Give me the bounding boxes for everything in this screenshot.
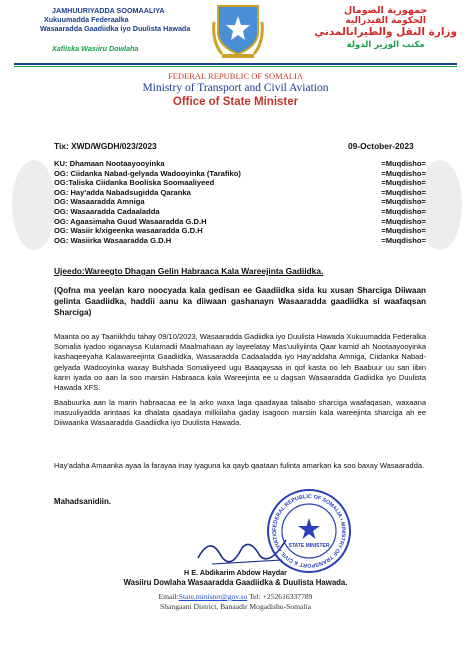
- recipient-place: =Muqdisho=: [381, 159, 426, 168]
- recipient-place: =Muqdisho=: [381, 168, 426, 178]
- arabic-header-line-3: وزارة النقل والطيرانالمدني: [314, 26, 457, 38]
- recipient-row: [54, 197, 426, 207]
- somalia-coat-of-arms-emblem: [212, 2, 264, 60]
- email-link[interactable]: State.minister@gov.so: [178, 592, 248, 601]
- somali-header: [40, 6, 190, 34]
- recipient-name: OG:Taliska Ciidanka Booliska Soomaaliyeed: [54, 178, 215, 188]
- recipient-place: =Muqdisho=: [381, 206, 426, 216]
- recipient-name: KU: Dhamaan Nootaayooyinka: [54, 159, 165, 168]
- header-divider-blue: [14, 63, 457, 65]
- recipient-list: [54, 159, 426, 245]
- recipient-place: =Muqdisho=: [381, 178, 426, 188]
- header-divider-green: [14, 66, 457, 67]
- recipient-row: [54, 217, 426, 227]
- arabic-header: [314, 5, 457, 50]
- letter-subject: Ujeedo:Wareegto Dhagan Gelin Habraaca Kala Wareejinta Gadiidka.: [54, 266, 324, 276]
- recipient-row: [54, 236, 426, 246]
- reference-number: Tix: XWD/WGDH/023/2023: [54, 141, 157, 151]
- recipient-name: OG: Wasaaradda Amniga: [54, 197, 145, 207]
- recipient-name: OG: Ciidanka Nabad-gelyada Wadooyinka (Tarafiko): [54, 168, 241, 178]
- recipient-row: [54, 226, 426, 236]
- recipient-place: =Muqdisho=: [381, 197, 426, 207]
- recipient-row: [54, 159, 426, 169]
- signatory-title: Wasiiru Dowlaha Wasaaradda Gaadiidka & Duulista Hawada.: [123, 578, 348, 587]
- recipient-row: [54, 207, 426, 217]
- somali-header-line-3: Wasaaradda Gaadiidka iyo Duulista Hawada: [40, 24, 191, 34]
- letter-date: 09-October-2023: [348, 141, 414, 151]
- recipient-place: =Muqdisho=: [381, 235, 426, 245]
- recipient-name: OG: Agaasimaha Guud Wasaaradda G.D.H: [54, 216, 207, 226]
- closing-text: Mahadsanidiin.: [54, 497, 111, 506]
- recipient-place: =Muqdisho=: [381, 226, 426, 236]
- recipient-place: =Muqdisho=: [381, 187, 426, 197]
- arabic-header-line-2: الحكومة الفيدرالية: [345, 16, 426, 26]
- signatory-name: H E. Abdikarim Abdow Haydar: [184, 568, 287, 577]
- body-paragraph-1: Maanta oo ay Taariikhdu tahay 09/10/2023, Wasaaradda Gadiidka iyo Duulista Hawada Xukuumadda Federalka Somalia iyadoo xiganaysa Kulamadii Maalmahaan ay layeelatay Mas'uuliyiinta Qaar kamid ah Nootaayooyinka kashaqeeyaha Kalawareejinta Gaadiidka, Wasaaradda Cadaaladda iyo Hay'addaha Amniga, Ciidanka Nabad-gelyada Wadooyinka waxay Bulshada Somaliyeed ugu Baaqaysaa in qof kasta oo leh Baabuur uu san iibin karin iyada oo aan la soo marsiin Habraaca kala Wareejinta ee u dagsan Wasaaradda Gadiidka iyo Duulista Hawada XFS.: [54, 332, 426, 393]
- body-paragraph-3: Hay'adaha Amaanka ayaa la farayaa inay iyaguna ka qayb qaataan fulinta amarkan ka soo baxay Wasaaradda.: [54, 461, 425, 470]
- ministry-title: Ministry of Transport and Civil Aviation: [142, 82, 329, 94]
- recipient-place: =Muqdisho=: [381, 216, 426, 226]
- republic-title: FEDERAL REPUBLIC OF SOMALIA: [168, 71, 303, 81]
- recipient-name: OG: Wasiir k/xigeenka wasaaradda G.D.H: [54, 226, 203, 236]
- body-paragraph-2: Baabuurka aan la marin habraacaa ee la arko waxa laga qaadayaa talaabo sharciga waafaqasan, waxaana masuuliyadda arintaas ka dhalata qaadaya milkiilaha gaday isagoon marsiin kala wareejinta sharciga ah ee Diiwaanka Wasaaradda Gaadiidka iyo Duulista Hawada.: [54, 398, 426, 428]
- stamp-ring-text: FEDERAL REPUBLIC OF SOMALIA • MINISTRY OF TRANSPORT & CIVIL AVIATIO: [271, 493, 347, 569]
- footer-address: Shangaani District, Banaadir Mogadishu-Somalia: [160, 602, 311, 611]
- bold-notice-paragraph: (Qofna ma yeelan karo noocyada kala gedisan ee Gaadiidka sida ku xusan Sharciga Diiwaan gelinta Gaadiidka, haddii aanu ka diiwaan gashanayn Wasaaradda gaadiidka si waafaqsan Sharciga): [54, 286, 426, 317]
- arabic-header-line-4: مكتب الوزير الدولة: [346, 40, 425, 50]
- official-ministry-stamp: [266, 488, 352, 574]
- somali-header-line-1: JAMHUURIYADDA SOOMAALIYA: [52, 6, 165, 15]
- recipient-name: OG: Wasaaradda Cadaaladda: [54, 206, 160, 216]
- stamp-center-text: STATE MINISTER: [288, 543, 330, 549]
- recipient-name: OG: Wasiirka Wasaaradda G.D.H: [54, 235, 172, 245]
- recipient-row: [54, 169, 426, 179]
- office-title: Office of State Minister: [172, 96, 299, 108]
- recipient-row: [54, 178, 426, 188]
- recipient-row: [54, 188, 426, 198]
- footer-contact: [0, 592, 471, 601]
- telephone: Tel: +252616337789: [249, 592, 313, 601]
- arabic-header-line-1: جمهورية الصومال: [343, 5, 428, 16]
- email-label: Email:: [158, 592, 179, 601]
- somali-office-title: Xafiiska Wasiiru Dowlaha: [52, 44, 139, 53]
- somali-header-line-2: Xukuumadda Federaalka: [44, 15, 129, 25]
- recipient-name: OG: Hay'adda Nabadsugidda Qaranka: [54, 187, 191, 197]
